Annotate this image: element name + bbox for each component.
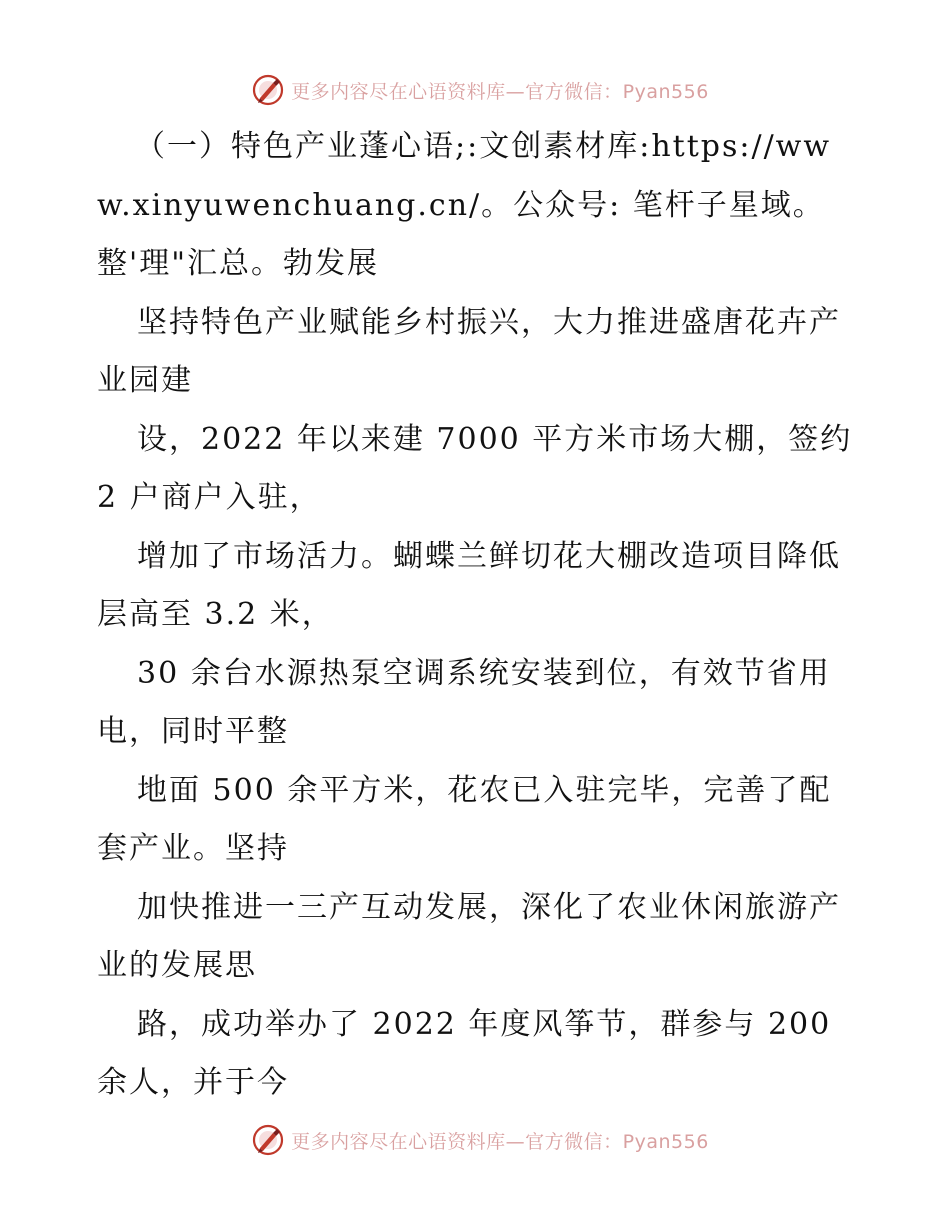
header-banner-inner (251, 73, 709, 107)
paragraph-7: 加快推进一三产互动发展，深化了农业休闲旅游产业的发展思 (97, 889, 841, 983)
paragraph-3: 设，2022 年以来建 7000 平方米市场大棚，签约 2 户商户入驻， (97, 421, 853, 515)
paragraph-6: 地面 500 余平方米，花农已入驻完毕，完善了配套产业。坚持 (97, 772, 832, 866)
paragraph-1: （一）特色产业蓬心语;:文创素材库:https://www.xinyuwenchuang.cn/。公众号: 笔杆子星域。整'理"汇总。勃发展 (97, 129, 832, 281)
pen-logo-icon (251, 73, 285, 107)
paragraph-5: 30 余台水源热泵空调系统安装到位，有效节省用电，同时平整 (97, 655, 831, 749)
paragraph-4: 增加了市场活力。蝴蝶兰鲜切花大棚改造项目降低层高至 3.2 米， (97, 538, 841, 632)
paragraph-2: 坚持特色产业赋能乡村振兴，大力推进盛唐花卉产业园建 (97, 304, 841, 398)
pen-logo-icon (251, 1123, 285, 1157)
header-banner (0, 70, 950, 110)
document-body (97, 118, 857, 1113)
header-banner-text: 更多内容尽在心语资料库—官方微信：Pyan556 (291, 80, 709, 103)
footer-banner-inner (251, 1123, 709, 1157)
footer-banner-text: 更多内容尽在心语资料库—官方微信：Pyan556 (291, 1130, 709, 1153)
paragraph-8: 路，成功举办了 2022 年度风筝节，群参与 200 余人，并于今 (97, 1006, 832, 1100)
footer-banner (0, 1120, 950, 1160)
